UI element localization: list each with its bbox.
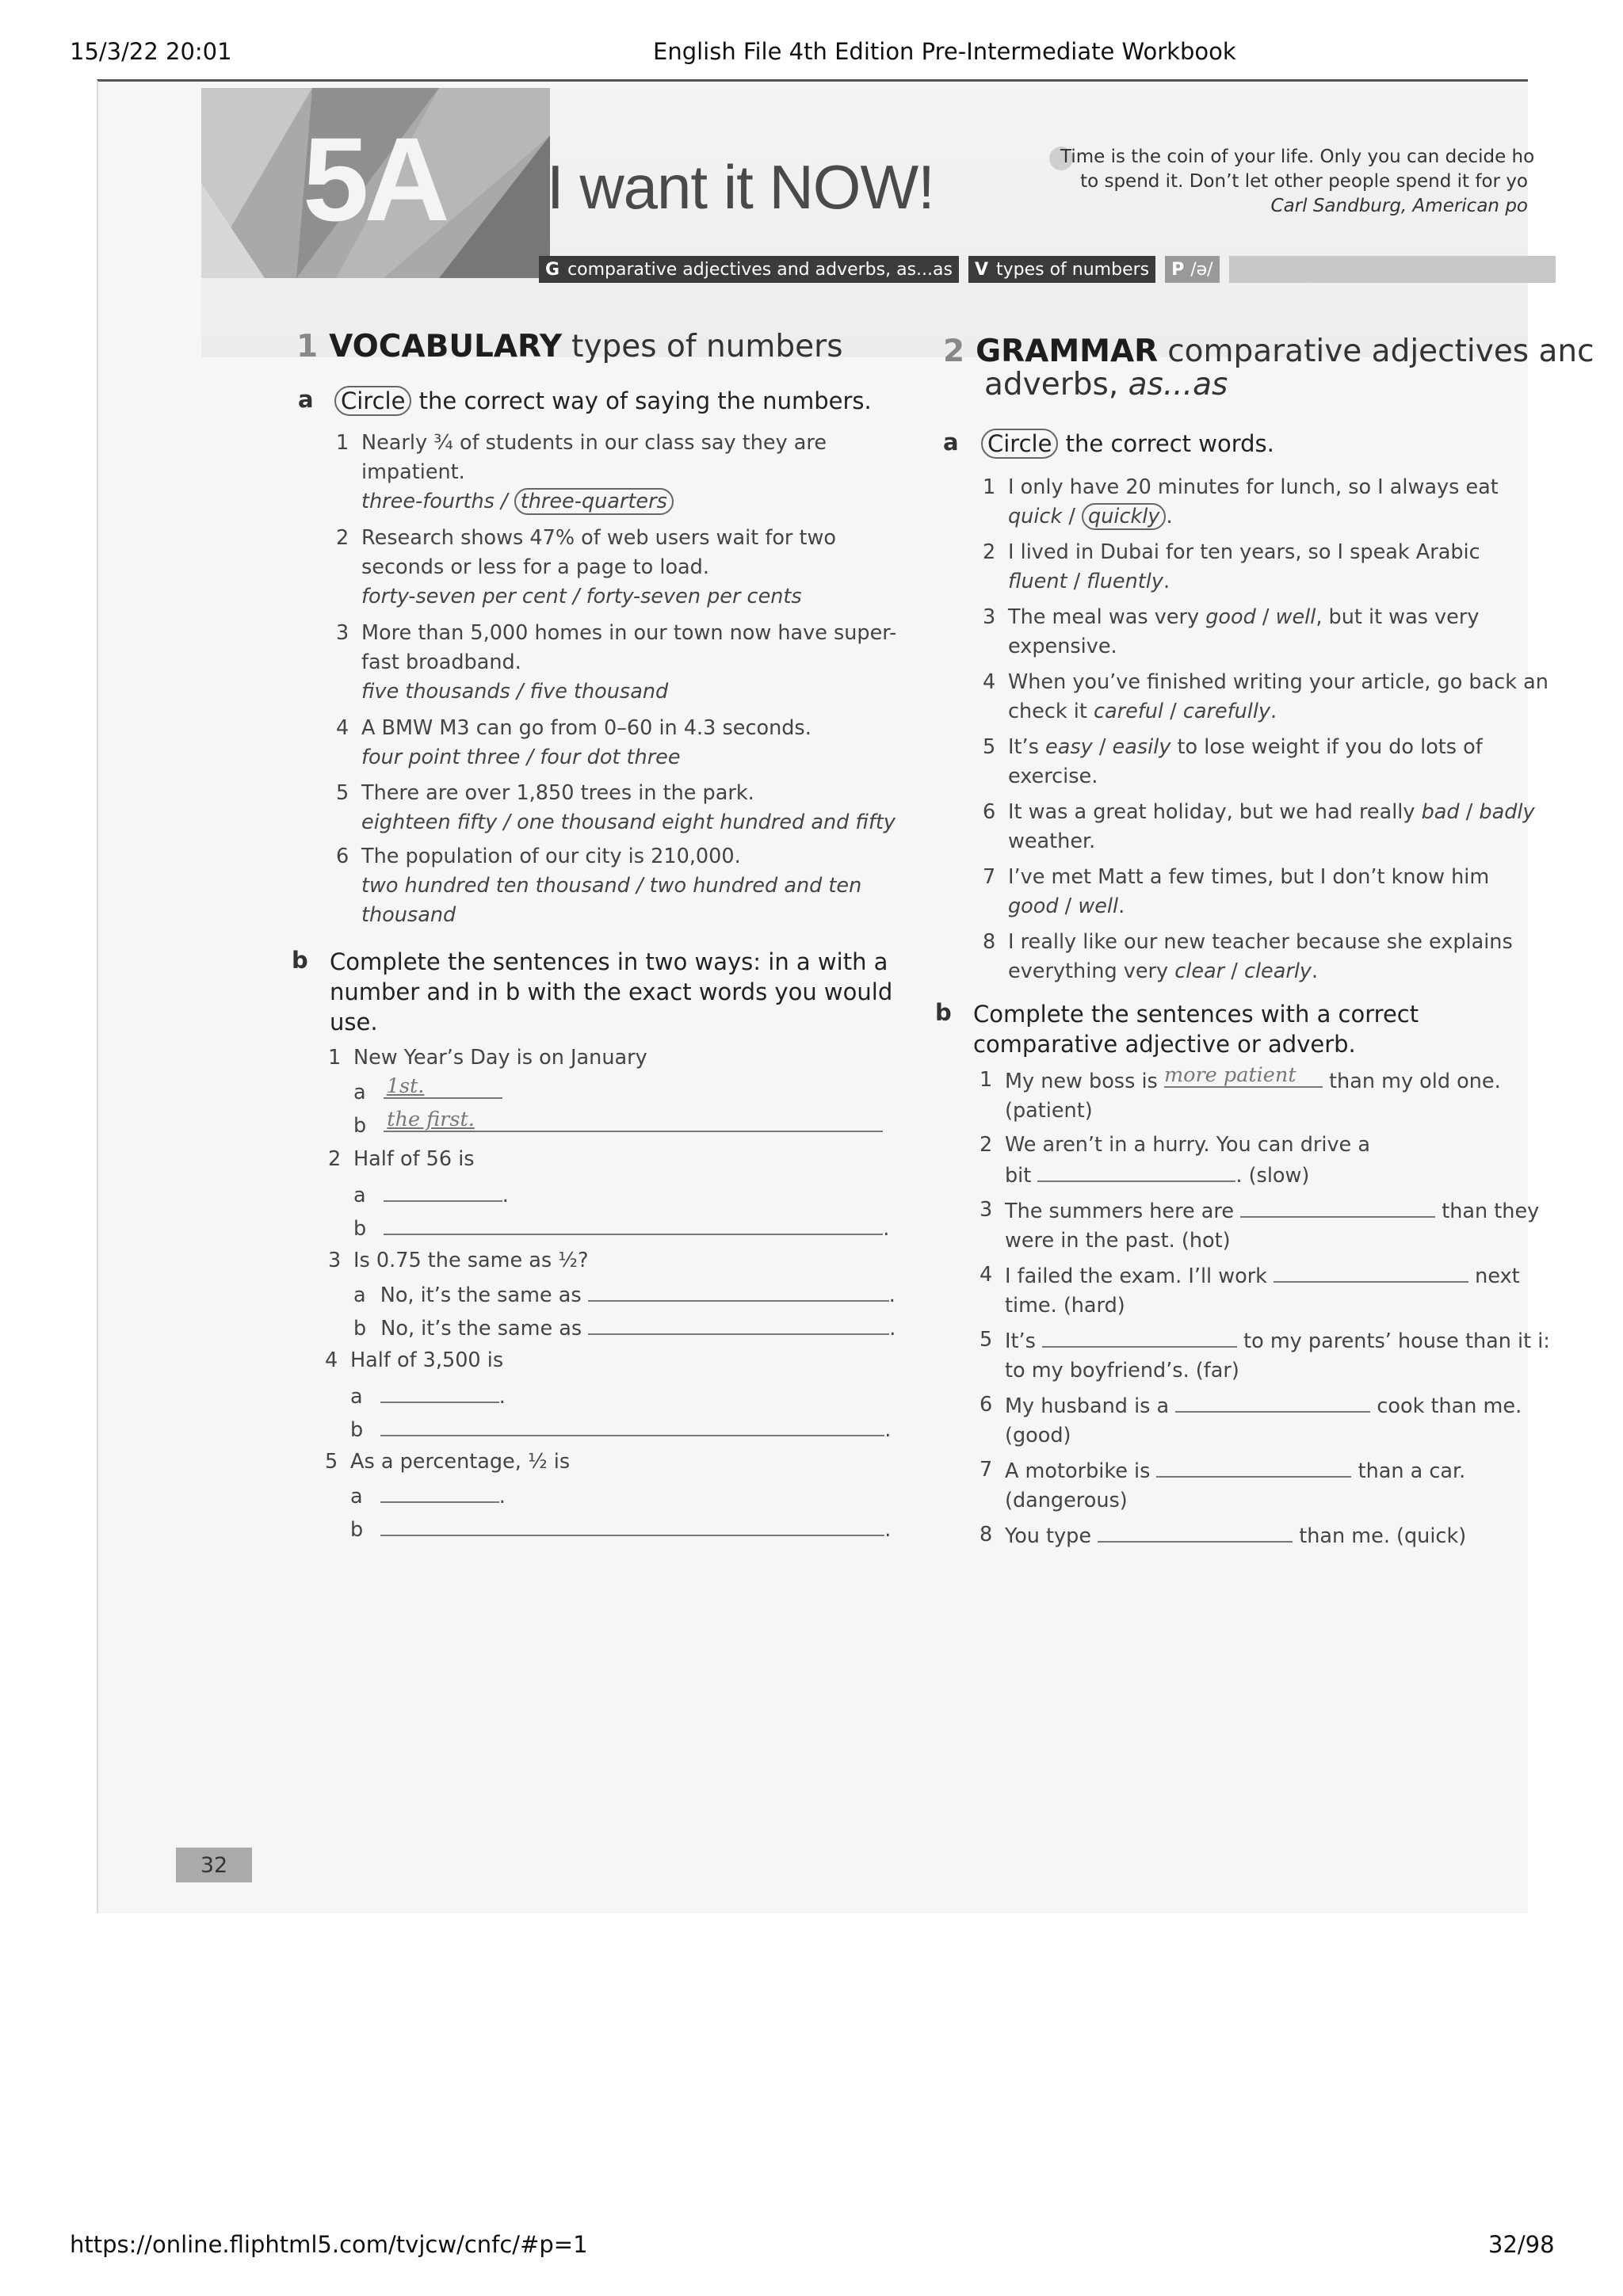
tag-text: comparative adjectives and adverbs, as...as <box>567 259 953 280</box>
answer-line-b: b No, it’s the same as . <box>353 1313 896 1344</box>
item-question: Half of 3,500 is <box>350 1348 504 1372</box>
answer-label: a <box>353 1184 366 1207</box>
answer-label: b <box>350 1518 364 1542</box>
circle-word: Circle <box>981 429 1058 459</box>
item-text: A motorbike is <box>1005 1459 1151 1483</box>
answer-line-b: b . <box>350 1514 891 1545</box>
answer-blank[interactable] <box>1037 1160 1235 1182</box>
option[interactable]: badly <box>1479 800 1535 824</box>
answer-label: a <box>353 1283 366 1307</box>
item-line: Research shows 47% of web users wait for two <box>361 526 836 550</box>
item-options: five thousands / five thousand <box>361 680 669 704</box>
list-item <box>980 1390 1552 1451</box>
list-item <box>980 1520 1552 1551</box>
item-line: When you’ve finished writing your article, go back an <box>1008 670 1549 694</box>
item-line: We aren’t in a hurry. You can drive a <box>1005 1133 1370 1157</box>
answer-line-a: a . <box>353 1180 509 1211</box>
item-number: 1 <box>336 431 349 455</box>
item-number: 4 <box>983 670 996 694</box>
option[interactable]: fluently <box>1086 570 1163 593</box>
circle-word: Circle <box>334 386 411 416</box>
answer-blank[interactable] <box>1240 1196 1435 1218</box>
list-item <box>325 1447 571 1477</box>
option[interactable]: good <box>1008 894 1059 918</box>
answer-blank[interactable] <box>384 1074 502 1099</box>
print-datetime: 15/3/22 20:01 <box>70 38 232 65</box>
list-item <box>336 429 980 517</box>
answer-line-a: a . <box>350 1381 506 1412</box>
item-text: check it <box>1008 700 1087 723</box>
item-line: I only have 20 minutes for lunch, so I always eat <box>1008 475 1499 499</box>
item-question: Half of 56 is <box>353 1147 475 1171</box>
option-circled[interactable]: quickly <box>1082 503 1166 530</box>
item-text: to my parents’ house than it i: <box>1243 1329 1550 1353</box>
item-tail: . <box>1163 570 1170 593</box>
exercise-instruction <box>973 999 1528 1059</box>
item-text: next <box>1475 1264 1520 1288</box>
item-options: eighteen fifty / one thousand eight hundred and fifty <box>361 810 896 834</box>
item-line: fast broadband. <box>361 650 521 674</box>
item-number: 6 <box>980 1393 993 1417</box>
handwritten-answer: 1st. <box>386 1074 425 1098</box>
item-text: . (slow) <box>1235 1164 1310 1188</box>
section-heading: GRAMMAR <box>976 334 1159 369</box>
answer-label: b <box>353 1217 367 1241</box>
option[interactable]: three-fourths <box>361 490 495 513</box>
item-line: I really like our new teacher because she explains <box>1008 930 1513 954</box>
section2-title <box>943 334 1594 369</box>
item-hint: were in the past. (hot) <box>1005 1229 1231 1253</box>
answer-line-a: a . <box>350 1481 506 1512</box>
item-options: three-fourths / three-quarters <box>361 487 980 517</box>
item-text: It’s <box>1008 735 1039 759</box>
list-item <box>980 1131 1552 1191</box>
item-question: New Year’s Day is on January <box>353 1046 647 1070</box>
section-subheading-italic: as...as <box>1128 367 1228 402</box>
item-number: 6 <box>983 800 996 824</box>
item-hint: time. (hard) <box>1005 1294 1125 1318</box>
option[interactable]: fluent <box>1008 570 1067 593</box>
instruction-text: the correct way of saying the numbers. <box>418 387 872 414</box>
section1-title <box>296 329 843 364</box>
item-text: The summers here are <box>1005 1199 1235 1223</box>
instruction-text: the correct words. <box>1065 430 1274 457</box>
item-tail: , but it was very <box>1316 605 1480 629</box>
item-line: seconds or less for a page to load. <box>361 555 709 579</box>
quote <box>1060 145 1535 219</box>
handwritten-answer: more patient <box>1163 1063 1296 1087</box>
list-item <box>328 1043 647 1073</box>
item-line: weather. <box>1008 830 1096 853</box>
item-text: I failed the exam. I’ll work <box>1005 1264 1267 1288</box>
item-line: I lived in Dubai for ten years, so I speak Arabic <box>1008 540 1480 564</box>
answer-blank[interactable] <box>384 1213 883 1235</box>
item-text: than a car. <box>1358 1459 1466 1483</box>
item-line: There are over 1,850 trees in the park. <box>361 781 754 805</box>
list-item: 5 It’s easy / easily to lose weight if you do lots of exercise. <box>1008 733 1547 791</box>
quote-line: Time is the coin of your life. Only you can decide ho <box>1060 147 1535 167</box>
answer-blank[interactable] <box>1098 1520 1293 1543</box>
item-number: 6 <box>336 845 349 868</box>
answer-prompt: No, it’s the same as <box>380 1283 582 1307</box>
item-text: than they <box>1442 1199 1540 1223</box>
document-title: English File 4th Edition Pre-Intermediate Workbook <box>653 38 1236 65</box>
item-tail: . <box>1270 700 1277 723</box>
answer-line-b: b . <box>350 1414 891 1445</box>
option[interactable]: one thousand eight hundred and fifty <box>517 810 896 834</box>
item-tail: . <box>1312 959 1319 983</box>
option[interactable]: four dot three <box>540 746 681 769</box>
item-number: 7 <box>983 865 996 889</box>
list-item: 4 When you’ve finished writing your article, go back an check it careful / carefully. <box>1008 668 1579 727</box>
option[interactable]: five thousand <box>529 680 669 704</box>
list-item <box>328 1246 589 1276</box>
answer-blank[interactable] <box>384 1180 502 1202</box>
item-text: than me. (quick) <box>1299 1524 1467 1548</box>
tag-text: types of numbers <box>995 259 1150 280</box>
option-circled[interactable]: three-quarters <box>514 488 674 515</box>
tag-letter: G <box>545 259 560 280</box>
instruction-line: number and in b with the exact words you would <box>330 978 893 1005</box>
item-number: 3 <box>336 621 349 645</box>
exercise-letter: b <box>935 999 952 1026</box>
answer-prompt: No, it’s the same as <box>380 1317 582 1341</box>
list-item: 7 I’ve met Matt a few times, but I don’t know him good / well. <box>1008 863 1547 921</box>
item-text: My new boss is <box>1005 1070 1158 1093</box>
item-number: 4 <box>336 716 349 740</box>
answer-blank[interactable] <box>1042 1325 1237 1348</box>
item-tail: . <box>1166 505 1173 528</box>
item-number: 2 <box>980 1133 993 1157</box>
answer-line-a: a No, it’s the same as . <box>353 1280 896 1310</box>
option[interactable]: bad <box>1421 800 1460 824</box>
handwritten-answer: the first. <box>387 1108 475 1131</box>
item-text: than my old one. <box>1329 1070 1501 1093</box>
answer-blank[interactable] <box>1163 1063 1323 1088</box>
list-item <box>325 1346 504 1375</box>
quote-line: to spend it. Don’t let other people spend it for yo <box>1080 171 1528 192</box>
list-item <box>336 779 980 837</box>
answer-blank[interactable] <box>380 1481 499 1503</box>
option[interactable]: careful <box>1093 700 1164 723</box>
vocabulary-tag <box>968 256 1155 283</box>
list-item: 8 I really like our new teacher because she explains everything very clear / clearly. <box>1008 928 1547 986</box>
answer-blank[interactable] <box>1156 1455 1351 1478</box>
option[interactable]: two hundred ten thousand <box>361 874 630 898</box>
answer-label: b <box>350 1418 364 1442</box>
section-number: 2 <box>943 334 965 369</box>
option[interactable]: good <box>1205 605 1256 629</box>
item-question: Is 0.75 the same as ½? <box>353 1249 589 1272</box>
option[interactable]: eighteen fifty <box>361 810 498 834</box>
unit-number: 5A <box>303 113 445 246</box>
section-subheading: adverbs, <box>984 367 1119 402</box>
answer-blank[interactable] <box>588 1313 889 1335</box>
item-question: As a percentage, ½ is <box>350 1450 571 1474</box>
item-number: 5 <box>980 1328 993 1352</box>
instruction-line: Complete the sentences with a correct <box>973 1001 1419 1028</box>
answer-label: a <box>350 1485 363 1508</box>
tag-bar <box>1229 256 1556 283</box>
option[interactable]: forty-seven per cent <box>361 585 567 608</box>
option[interactable]: easily <box>1112 735 1171 759</box>
list-item <box>980 1325 1552 1386</box>
answer-blank[interactable] <box>1175 1390 1370 1413</box>
answer-blank[interactable] <box>380 1514 884 1536</box>
item-tail: to lose weight if you do lots of <box>1177 735 1483 759</box>
item-text: My husband is a <box>1005 1394 1170 1418</box>
option[interactable]: well <box>1275 605 1316 629</box>
list-item: 6 It was a great holiday, but we had really bad / badly weather. <box>1008 798 1563 856</box>
option[interactable]: quick <box>1008 505 1063 528</box>
list-item <box>336 619 980 707</box>
list-item <box>980 1261 1552 1321</box>
item-number: 3 <box>328 1249 342 1272</box>
exercise-instruction <box>334 386 872 416</box>
item-number: 8 <box>980 1523 993 1547</box>
item-number: 5 <box>325 1450 338 1474</box>
list-item: 2 I lived in Dubai for ten years, so I speak Arabic fluent / fluently. <box>1008 538 1547 597</box>
list-item <box>328 1145 475 1174</box>
answer-label: a <box>353 1081 366 1104</box>
option-continuation: thousand <box>361 903 456 927</box>
item-number: 5 <box>983 735 996 759</box>
answer-blank[interactable] <box>588 1280 889 1302</box>
item-options: forty-seven per cent / forty-seven per cents <box>361 585 802 608</box>
exercise-instruction <box>330 947 964 1037</box>
item-number: 8 <box>983 930 996 954</box>
item-hint: to my boyfriend’s. (far) <box>1005 1359 1239 1383</box>
quote-author: Carl Sandburg, American po <box>1270 196 1528 216</box>
item-text: cook than me. <box>1377 1394 1522 1418</box>
answer-line-b <box>353 1110 883 1141</box>
exercise-letter: b <box>292 947 308 974</box>
list-item <box>336 524 980 612</box>
workbook-page <box>97 79 1594 1913</box>
unit-title: I want it NOW! <box>547 152 934 222</box>
section-heading: VOCABULARY <box>329 329 563 364</box>
item-line: Nearly ¾ of students in our class say they are <box>361 431 827 455</box>
item-text: The meal was very <box>1008 605 1200 629</box>
item-number: 3 <box>980 1198 993 1222</box>
tag-letter: V <box>974 259 988 280</box>
answer-blank[interactable] <box>380 1414 884 1436</box>
pronunciation-tag <box>1165 256 1219 283</box>
answer-line-b: b . <box>353 1213 889 1244</box>
item-line: impatient. <box>361 460 465 484</box>
list-item <box>980 1196 1552 1256</box>
section-subheading: comparative adjectives anc <box>1167 334 1594 369</box>
item-line: The population of our city is 210,000. <box>361 845 741 868</box>
item-number: 1 <box>983 475 996 499</box>
item-number: 5 <box>336 781 349 805</box>
answer-blank[interactable] <box>384 1110 883 1132</box>
item-number: 2 <box>983 540 996 564</box>
item-line: More than 5,000 homes in our town now have super- <box>361 621 897 645</box>
item-number: 2 <box>336 526 349 550</box>
answer-blank[interactable] <box>380 1381 499 1403</box>
item-text: bit <box>1005 1164 1032 1188</box>
option[interactable]: two hundred and ten <box>649 874 862 898</box>
list-item <box>336 714 980 772</box>
section-number: 1 <box>296 329 319 364</box>
item-number: 3 <box>983 605 996 629</box>
option[interactable]: carefully <box>1182 700 1271 723</box>
instruction-line: Complete the sentences in two ways: in a with a <box>330 948 888 975</box>
item-options: two hundred ten thousand / two hundred and ten <box>361 874 862 898</box>
item-number: 2 <box>328 1147 342 1171</box>
list-item: 1 I only have 20 minutes for lunch, so I always eat quick / quickly . <box>1008 473 1547 532</box>
instruction-line: use. <box>330 1009 378 1035</box>
item-text: It was a great holiday, but we had really <box>1008 800 1415 824</box>
exercise-instruction <box>981 429 1274 459</box>
exercise-letter: a <box>298 386 314 413</box>
section2-title-line2 <box>984 367 1228 402</box>
answer-label: b <box>353 1317 367 1341</box>
page-number-badge: 32 <box>176 1848 252 1882</box>
list-item: 3 The meal was very good / well, but it was very expensive. <box>1008 603 1547 662</box>
item-hint: (good) <box>1005 1424 1071 1447</box>
tag-text: /ə/ <box>1190 259 1213 280</box>
item-line: I’ve met Matt a few times, but I don’t know him <box>1008 865 1490 889</box>
print-url: https://online.fliphtml5.com/tvjcw/cnfc/#p=1 <box>70 2231 588 2258</box>
item-number: 7 <box>980 1458 993 1482</box>
instruction-line: comparative adjective or adverb. <box>973 1031 1356 1058</box>
list-item <box>336 842 980 930</box>
list-item <box>980 1455 1552 1516</box>
option[interactable]: forty-seven per cents <box>586 585 802 608</box>
tag-letter: P <box>1171 259 1185 280</box>
option[interactable]: clearly <box>1243 959 1312 983</box>
item-number: 1 <box>328 1046 342 1070</box>
option[interactable]: well <box>1078 894 1119 918</box>
item-text: everything very <box>1008 959 1169 983</box>
option[interactable]: easy <box>1045 735 1093 759</box>
answer-label: a <box>350 1385 363 1409</box>
item-number: 4 <box>980 1263 993 1287</box>
answer-label: b <box>353 1114 367 1138</box>
grammar-tag <box>539 256 959 283</box>
item-hint: (patient) <box>1005 1099 1093 1123</box>
option[interactable]: five thousands <box>361 680 510 704</box>
item-hint: (dangerous) <box>1005 1489 1128 1512</box>
item-options: four point three / four dot three <box>361 746 681 769</box>
item-number: 1 <box>980 1068 993 1092</box>
item-line: exercise. <box>1008 765 1098 788</box>
print-page-count: 32/98 <box>1488 2231 1555 2258</box>
item-line: expensive. <box>1008 635 1117 658</box>
item-tail: . <box>1118 894 1125 918</box>
item-text: It’s <box>1005 1329 1036 1353</box>
answer-line-a <box>353 1074 502 1108</box>
item-line: A BMW M3 can go from 0–60 in 4.3 seconds. <box>361 716 812 740</box>
list-item <box>980 1063 1552 1126</box>
option[interactable]: four point three <box>361 746 521 769</box>
option[interactable]: clear <box>1174 959 1225 983</box>
item-text: You type <box>1005 1524 1092 1548</box>
answer-blank[interactable] <box>1274 1261 1468 1283</box>
item-number: 4 <box>325 1348 338 1372</box>
section-subheading: types of numbers <box>571 329 843 364</box>
exercise-letter: a <box>943 429 959 456</box>
unit-tags <box>539 256 1556 283</box>
